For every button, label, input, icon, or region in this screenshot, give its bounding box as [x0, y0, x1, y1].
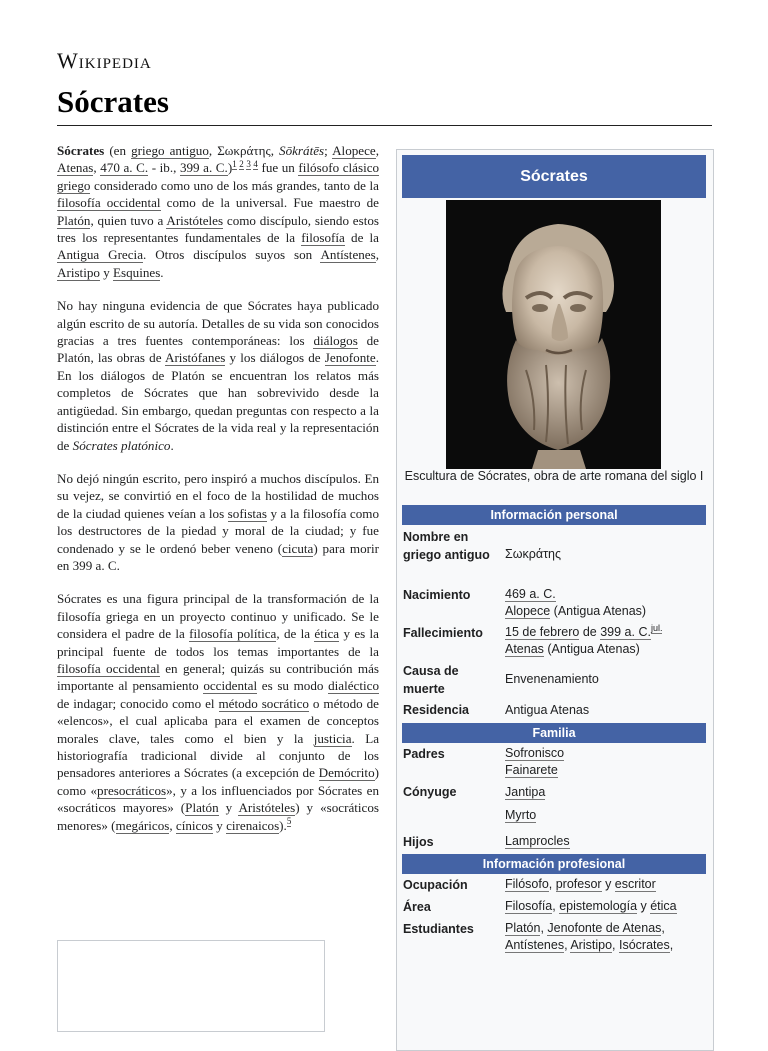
page-title: Sócrates: [57, 84, 169, 119]
link-aristoteles[interactable]: Aristóteles: [166, 212, 224, 228]
value-area: Filosofía, epistemología y ética: [505, 899, 677, 913]
value-occupation: Filósofo, profesor y escritor: [505, 877, 656, 891]
label-death: Fallecimiento: [403, 626, 483, 640]
link-esquines[interactable]: Esquines: [113, 264, 161, 280]
link-lamprocles[interactable]: Lamprocles: [505, 834, 570, 848]
link-399-ac-infobox[interactable]: 399 a. C.: [600, 625, 651, 639]
label-residence: Residencia: [403, 703, 470, 717]
link-cicuta[interactable]: cicuta: [282, 540, 314, 556]
value-cause-of-death: Envenenamiento: [505, 672, 599, 686]
socrates-bust-image[interactable]: [446, 200, 661, 469]
link-etica-infobox[interactable]: ética: [650, 899, 677, 913]
link-filosofia-occidental-2[interactable]: filosofía occidental: [57, 660, 160, 676]
link-sofronisco[interactable]: Sofronisco: [505, 746, 565, 760]
label-spouse: Cónyuge: [403, 785, 457, 799]
link-platon-infobox[interactable]: Platón: [505, 921, 541, 935]
link-platon[interactable]: Platón: [57, 212, 91, 228]
link-filosofia-occidental[interactable]: filosofía occidental: [57, 195, 161, 211]
ref-4[interactable]: 4: [253, 159, 258, 170]
link-dialectico[interactable]: dialéctico: [328, 678, 380, 694]
link-filosofo[interactable]: Filósofo: [505, 877, 549, 891]
ref-3[interactable]: 3: [246, 159, 251, 170]
link-dialogos[interactable]: diálogos: [313, 333, 358, 349]
infobox: [396, 149, 714, 1051]
link-filosofia-politica[interactable]: filosofía política: [189, 626, 277, 642]
link-democrito[interactable]: Demócrito: [318, 765, 375, 781]
value-children: [505, 833, 710, 850]
section-personal-info: Información personal: [402, 505, 706, 525]
sources-paragraph: No hay ninguna evidencia de que Sócrates haya publicado algún escrito de su autoría. Detalles de su vida son conocidos gracias a tres fuentes contemporáneas: los diálogos de Platón, las obras de Aristófanes y los diálogos de Jenofonte. En los diálogos de Platón se encuentran los relatos más completos de Sócrates que han sobrevivido desde la antigüedad. Sin embargo, quedan preguntas con respecto a la distinción entre el Sócrates de la vida real y la representación de Sócrates platónico.: [57, 298, 379, 453]
link-isocrates[interactable]: Isócrates: [618, 938, 670, 952]
link-aristofanes[interactable]: Aristófanes: [164, 350, 226, 366]
link-399-ac[interactable]: 399 a. C.: [179, 160, 228, 176]
link-jenofonte[interactable]: Jenofonte: [324, 350, 376, 366]
image-caption: Escultura de Sócrates, obra de arte romana del siglo I: [404, 469, 704, 483]
link-metodo-socratico[interactable]: método socrático: [218, 695, 309, 711]
link-atenas[interactable]: Atenas: [57, 160, 94, 176]
link-cirenaicos[interactable]: cirenaicos: [226, 817, 280, 833]
legacy-paragraph: No dejó ningún escrito, pero inspiró a muchos discípulos. En su vejez, se convirtió en el foco de la hostilidad de muchos de la ciudad quienes veían a los sofistas y a la filosofía como los destructores de la piedad y moral de la ciudad; y fue condenado y se le ordenó beber veneno (cicuta) para morir en 399 a. C.: [57, 470, 379, 573]
link-jantipa[interactable]: Jantipa: [505, 785, 546, 799]
ref-2[interactable]: 2: [239, 159, 244, 170]
link-escritor[interactable]: escritor: [614, 877, 656, 891]
link-fainarete[interactable]: Fainarete: [505, 763, 558, 777]
wikipedia-logo[interactable]: Wikipedia: [57, 48, 152, 73]
label-birth: Nacimiento: [403, 588, 471, 602]
link-justicia[interactable]: justicia: [313, 730, 352, 746]
link-presocraticos[interactable]: presocráticos: [97, 782, 167, 798]
bust-illustration: [446, 200, 661, 469]
link-antistenes[interactable]: Antístenes: [320, 247, 376, 263]
value-spouse-2: [505, 807, 710, 824]
ref-1[interactable]: 1: [232, 159, 237, 170]
label-students: Estudiantes: [403, 922, 474, 936]
link-15-febrero[interactable]: 15 de febrero: [505, 625, 580, 639]
label-cause-of-death: Causa de muerte: [403, 664, 459, 696]
link-antigua-grecia[interactable]: Antigua Grecia: [57, 247, 144, 263]
link-profesor[interactable]: profesor: [555, 877, 602, 891]
link-filosofo-clasico-griego[interactable]: filósofo clásico griego: [57, 160, 380, 193]
link-filosofia[interactable]: filosofía: [301, 230, 345, 246]
link-etica[interactable]: ética: [314, 626, 340, 642]
link-antistenes-infobox[interactable]: Antístenes: [505, 938, 565, 952]
link-469-ac[interactable]: 469 a. C.: [505, 587, 556, 601]
link-megaricos[interactable]: megáricos: [115, 817, 170, 833]
section-family: Familia: [402, 723, 706, 743]
value-death: 15 de febrero de 399 a. C.$^{jul.}$ Atenas (Antigua Atenas): [505, 622, 663, 656]
link-myrto[interactable]: Myrto: [505, 808, 537, 822]
label-area: Área: [403, 900, 431, 914]
link-atenas-infobox[interactable]: Atenas: [505, 642, 544, 656]
ref-5[interactable]: 5: [286, 816, 292, 827]
link-470-ac[interactable]: 470 a. C.: [100, 160, 149, 176]
link-aristipo-infobox[interactable]: Aristipo: [570, 938, 613, 952]
link-occidental[interactable]: occidental: [203, 678, 258, 694]
title-divider: [57, 125, 712, 126]
value-birth: 469 a. C. Alopece (Antigua Atenas): [505, 587, 647, 618]
subject-name: Sócrates: [57, 143, 105, 158]
link-alopece[interactable]: Alopece: [332, 143, 376, 158]
link-alopece-infobox[interactable]: Alopece: [505, 604, 551, 618]
section-professional: Información profesional: [402, 854, 706, 874]
influence-paragraph: Sócrates es una figura principal de la transformación de la filosofía griega en un proyecto continuo y unificado. Se le considera el padre de la filosofía política, de la ética y es la principal fuente de todos los temas importantes de la filosofía occidental en general; quizás su contribución más importante al pensamiento occidental es su modo dialéctico de indagar; conocido como el método socrático o método de «elencos», el cual aplicaba para el examen de conceptos morales clave, tales como el bien y la justicia. La historiografía tradicional divide al conjunto de los pensadores anteriores a Sócrates (a excepción de Demócrito) como «presocráticos», y a los influenciados por Sócrates en «socráticos mayores» (Platón y Aristóteles) y «socráticos menores» (megáricos, cínicos y cirenaicos).$^5$: [57, 591, 380, 833]
link-aristipo[interactable]: Aristipo: [57, 264, 100, 280]
link-epistemologia[interactable]: epistemología: [559, 899, 638, 913]
link-sofistas[interactable]: sofistas: [227, 505, 267, 521]
link-jenofonte-infobox[interactable]: Jenofonte de Atenas: [547, 921, 662, 935]
label-greek-name: Nombre en griego antiguo: [403, 530, 490, 562]
link-aristoteles-2[interactable]: Aristóteles: [238, 800, 296, 816]
link-julian-note[interactable]: jul.: [650, 622, 663, 633]
link-platon-2[interactable]: Platón: [185, 800, 219, 816]
value-greek-name: Σωκράτης: [505, 547, 561, 561]
value-parents: [505, 745, 710, 779]
value-residence: Antigua Atenas: [505, 703, 590, 717]
infobox-title: Sócrates: [402, 155, 706, 198]
article-body: [57, 142, 379, 850]
link-griego-antiguo[interactable]: griego antiguo: [131, 143, 209, 158]
link-cinicos[interactable]: cínicos: [175, 817, 213, 833]
link-filosofia-infobox[interactable]: Filosofía: [505, 899, 553, 913]
label-children: Hijos: [403, 835, 434, 849]
value-spouse: [505, 784, 710, 801]
value-students: Platón, Jenofonte de Atenas, Antístenes, Aristipo, Isócrates,: [505, 921, 674, 952]
table-of-contents-box: [57, 940, 325, 1032]
intro-paragraph: Sócrates (en griego antiguo, Σωκράτης, Sōkrátēs; Alopece, Atenas, 470 a. C. - ib., 399 a. C.)$^{1 2 3 4}$ fue un filósofo clásico griego considerado como uno de los más grandes, tanto de la filosofía occidental como de la universal. Fue maestro de Platón, quien tuvo a Aristóteles como discípulo, siendo estos tres los representantes fundamentales de la filosofía de la Antigua Grecia. Otros discípulos suyos son Antístenes, Aristipo y Esquines.: [57, 143, 380, 280]
label-occupation: Ocupación: [403, 878, 468, 892]
label-parents: Padres: [403, 747, 445, 761]
